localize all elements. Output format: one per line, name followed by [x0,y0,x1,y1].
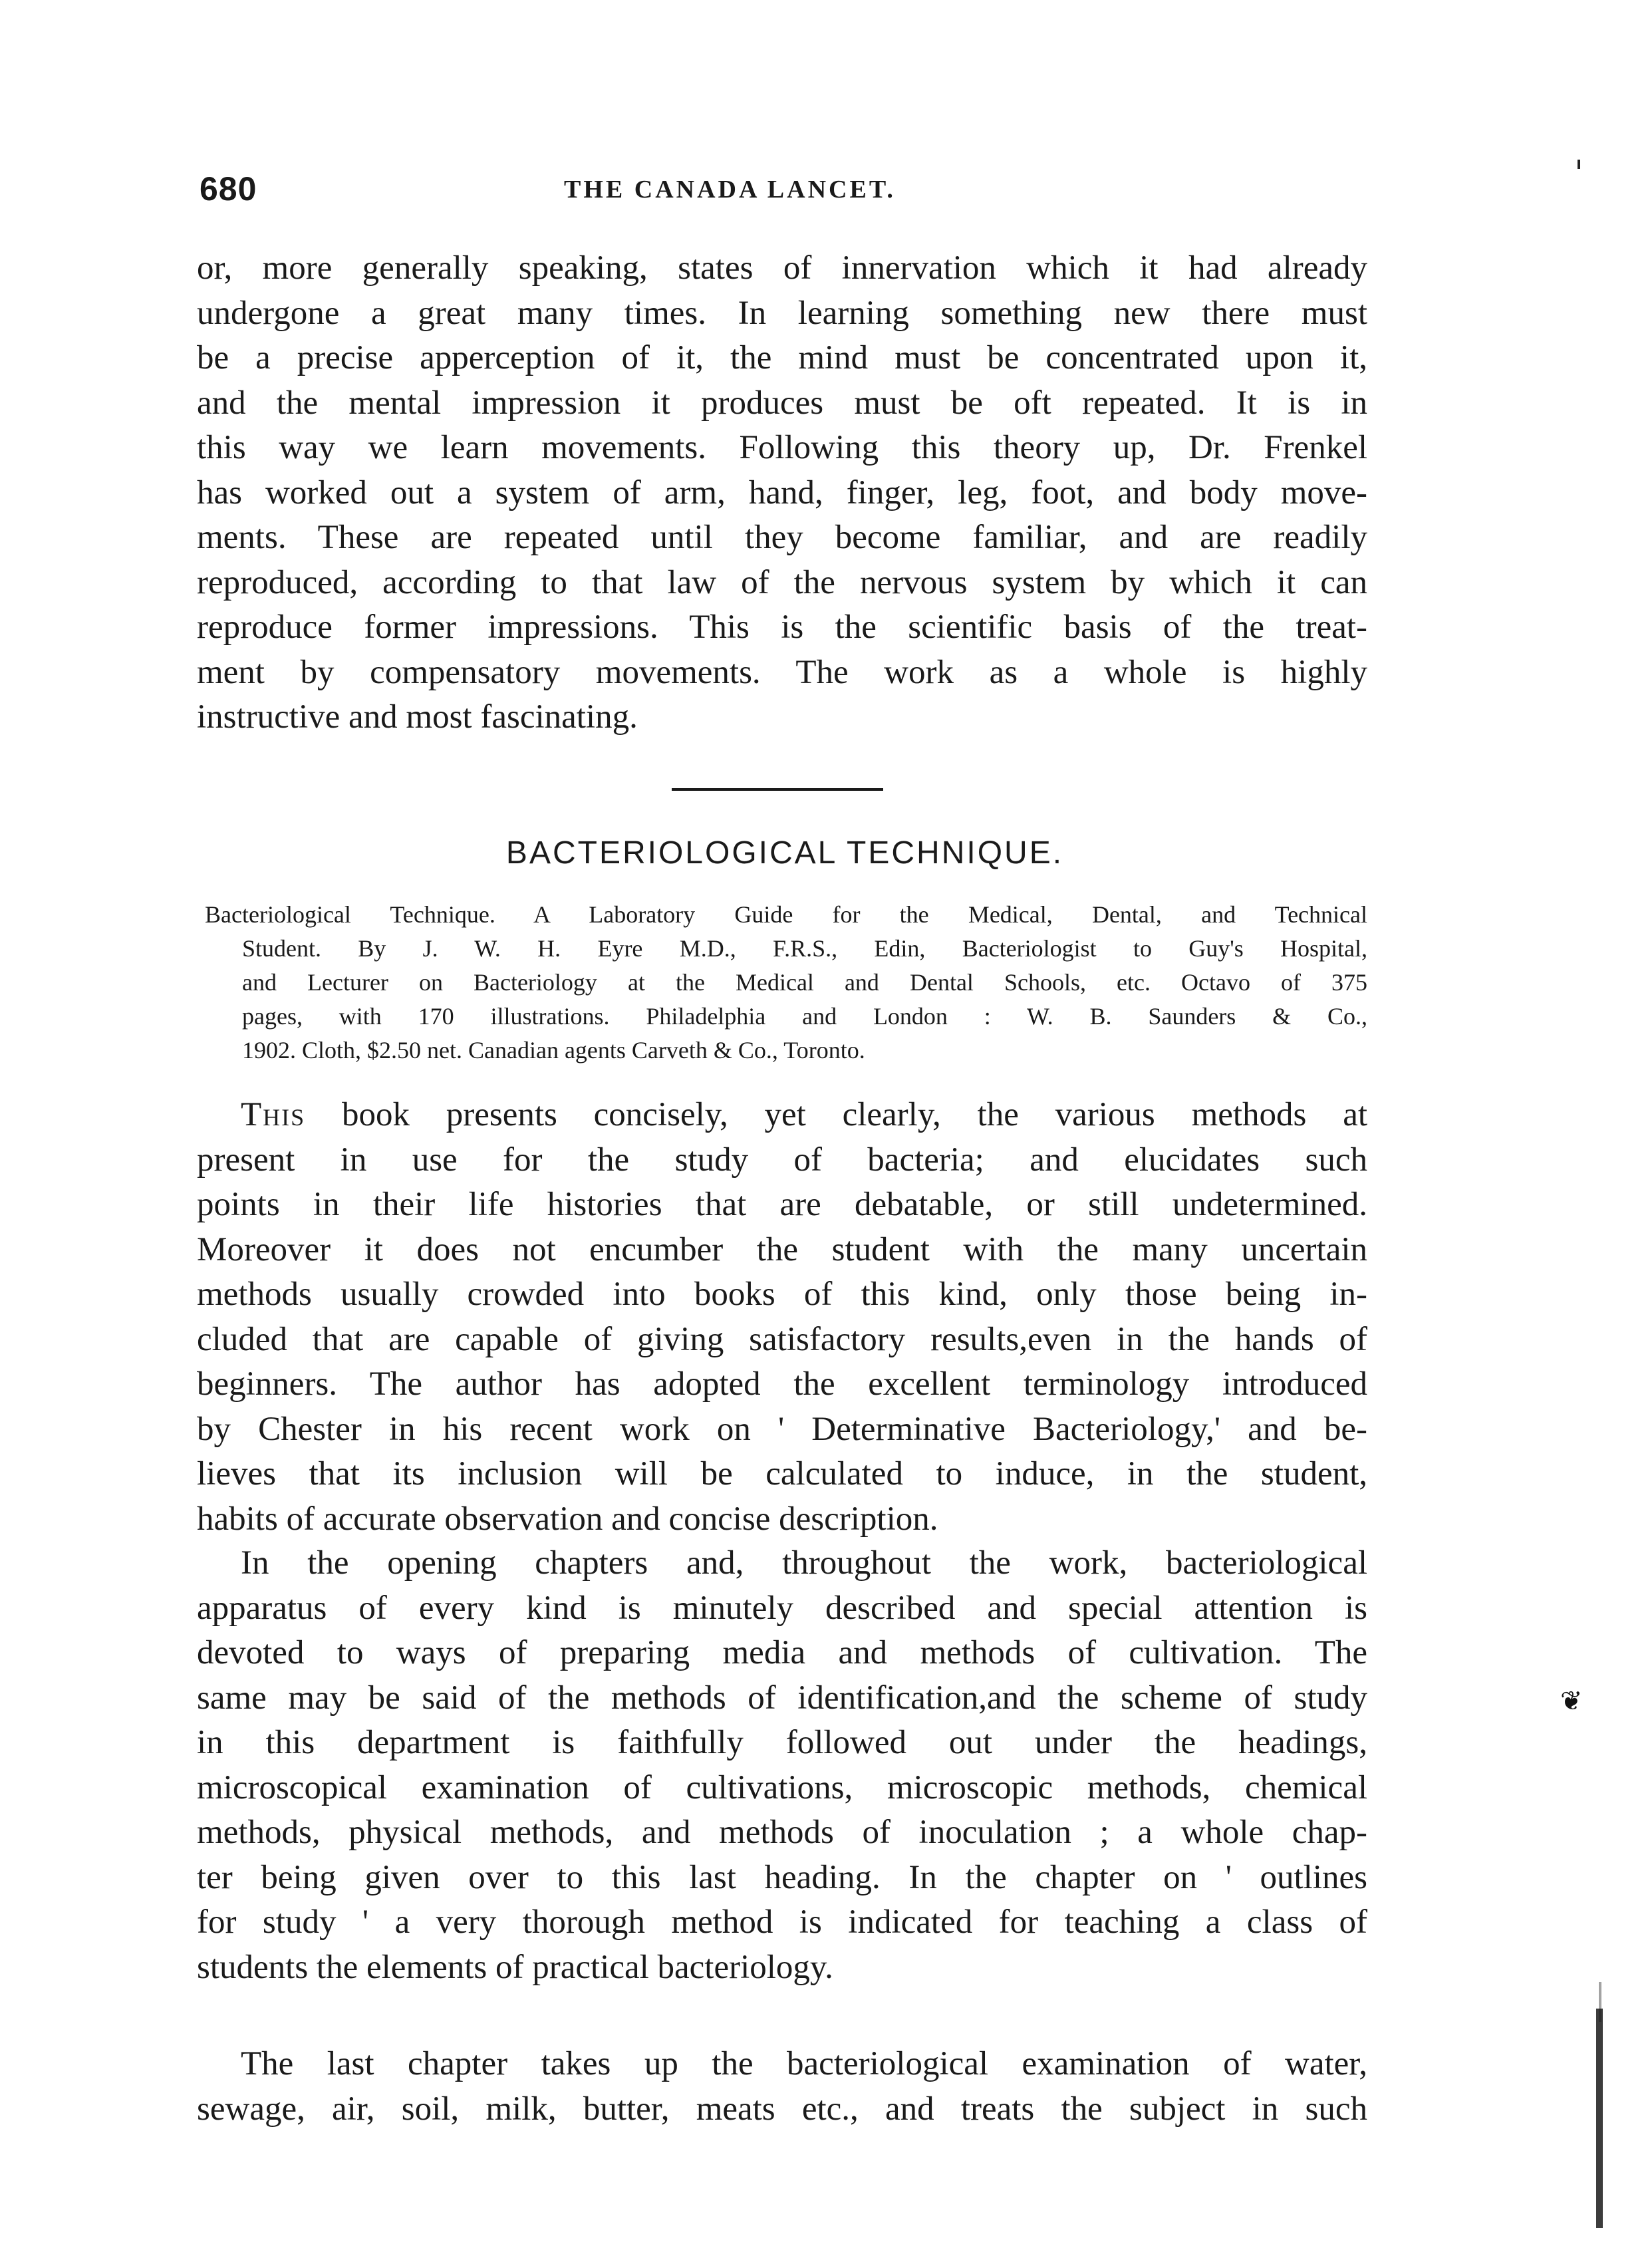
text-line: same may be said of the methods of identification,and the scheme of study [197,1679,1367,1717]
text-line: reproduce former impressions. This is the scientific basis of the treat- [197,609,1367,646]
citation-line: and Lecturer on Bacteriology at the Medical and Dental Schools, etc. Octavo of 375 [242,969,1367,996]
citation-line: pages, with 170 illustrations. Philadelphia and London : W. B. Saunders & Co., [242,1003,1367,1030]
text-line: this way we learn movements. Following this theory up, Dr. Frenkel [197,429,1367,466]
text-line: points in their life histories that are debatable, or still undetermined. [197,1186,1367,1223]
text-line: Moreover it does not encumber the student with the many uncertain [197,1230,1367,1268]
gutter-shadow-fade [1599,1982,1601,2022]
text-line: or, more generally speaking, states of innervation which it had already [197,249,1367,287]
page-number: 680 [200,170,257,208]
text-line: devoted to ways of preparing media and methods of cultivation. The [197,1634,1367,1671]
text-line: reproduced, according to that law of the nervous system by which it can [197,563,1367,601]
text-line: undergone a great many times. In learning something new there must [197,294,1367,332]
text-line: methods usually crowded into books of this kind, only those being in- [197,1276,1367,1313]
text-line [197,1093,1367,1138]
binding-gutter-shadow [1592,1982,1607,2235]
text-line: lieves that its inclusion will be calculated to induce, in the student, [197,1455,1367,1492]
citation-line: Bacteriological Technique. A Laboratory Guide for the Medical, Dental, and Technical [205,901,1367,928]
drop-word: This [241,1096,306,1133]
review-heading: BACTERIOLOGICAL TECHNIQUE. [505,835,1064,871]
text-line: be a precise apperception of it, the mind must be concentrated upon it, [197,339,1367,376]
text-line: and the mental impression it produces must be oft repeated. It is in [197,384,1367,422]
text-line: microscopical examination of cultivations, microscopic methods, chemical [197,1768,1367,1806]
text-line: by Chester in his recent work on ' Determinative Bacteriology,' and be- [197,1410,1367,1448]
review-paragraph-3 [197,2042,1367,2132]
text-line: beginners. The author has adopted the excellent terminology introduced [197,1365,1367,1403]
text-line: for study ' a very thorough method is indicated for teaching a class of [197,1903,1367,1941]
running-head [200,170,1377,216]
text-line: cluded that are capable of giving satisfactory results,even in the hands of [197,1320,1367,1358]
text-line: students the elements of practical bacteriology. [197,1948,833,1986]
text-line: has worked out a system of arm, hand, finger, leg, foot, and body move- [197,474,1367,511]
citation-line: 1902. Cloth, $2.50 net. Canadian agents Carveth & Co., Toronto. [242,1037,865,1063]
text-line: ment by compensatory movements. The work as a whole is highly [197,653,1367,691]
first-line-rest: book presents concisely, yet clearly, the various methods at [305,1096,1367,1133]
text-line: sewage, air, soil, milk, butter, meats etc., and treats the subject in such [197,2090,1367,2128]
leaf-ornament-icon: ❦ [1560,1686,1583,1717]
text-line: ments. These are repeated until they become familiar, and are readily [197,519,1367,556]
journal-title: THE CANADA LANCET. [564,176,896,204]
text-line: in this department is faithfully followed out under the headings, [197,1724,1367,1761]
text-line: The last chapter takes up the bacteriological examination of water, [241,2045,1367,2082]
text-line: apparatus of every kind is minutely described and special attention is [197,1589,1367,1627]
continued-paragraph [197,246,1367,740]
text-line: In the opening chapters and, throughout the work, bacteriological [241,1544,1367,1582]
text-line: methods, physical methods, and methods of inoculation ; a whole chap- [197,1814,1367,1851]
text-line: instructive and most fascinating. [197,698,638,736]
margin-tick [1578,160,1580,169]
text-line: ter being given over to this last heading. In the chapter on ' outlines [197,1858,1367,1896]
citation-line: Student. By J. W. H. Eyre M.D., F.R.S., Edin, Bacteriologist to Guy's Hospital, [242,935,1367,962]
review-paragraph-1 [197,1093,1367,1542]
review-paragraph-2 [197,1541,1367,1990]
book-citation [205,898,1367,1067]
section-divider [672,788,883,791]
text-line: present in use for the study of bacteria; and elucidates such [197,1141,1367,1179]
gutter-shadow-band [1596,2009,1603,2228]
text-line: habits of accurate observation and concise description. [197,1500,938,1538]
